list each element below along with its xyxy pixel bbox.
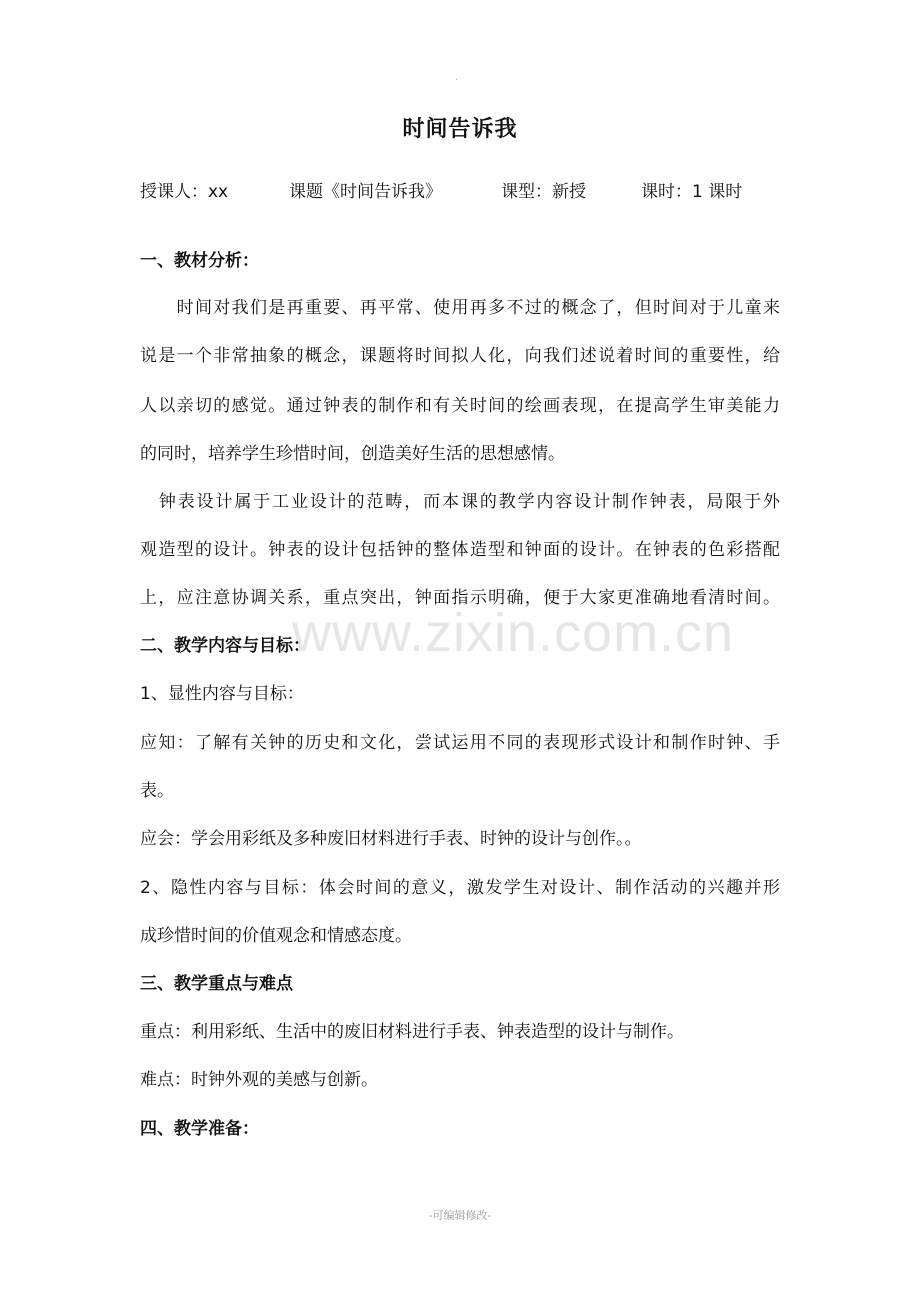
page-title: 时间告诉我: [402, 117, 518, 142]
paragraph-line: 说是一个非常抽象的概念，课题将时间拟人化，向我们述说着时间的重要性，给: [140, 346, 780, 366]
section-heading-content-goals: 二、教学内容与目标：: [140, 636, 310, 656]
section-heading-key-points: 三、教学重点与难点: [140, 974, 293, 994]
paragraph-line: 应会：学会用彩纸及多种废旧材料进行手表、时钟的设计与创作。。: [140, 829, 642, 849]
paragraph-line: 上，应注意协调关系，重点突出，钟面指示明确，便于大家更准确地看清时间。: [140, 588, 780, 608]
info-topic: 课题《时间告诉我》: [289, 182, 442, 202]
info-teacher: 授课人：xx: [140, 182, 229, 202]
paragraph-line: 人以亲切的感觉。通过钟表的制作和有关时间的绘画表现，在提高学生审美能力: [140, 396, 780, 416]
paragraph-line: 重点：利用彩纸、生活中的废旧材料进行手表、钟表造型的设计与制作。: [140, 1022, 684, 1042]
header-dot: .: [455, 72, 459, 83]
paragraph-line: 应知：了解有关钟的历史和文化，尝试运用不同的表现形式设计和制作时钟、手: [140, 733, 780, 753]
paragraph-line: 2、隐性内容与目标：体会时间的意义，激发学生对设计、制作活动的兴趣并形: [140, 878, 780, 898]
paragraph-line: 的同时，培养学生珍惜时间，创造美好生活的思想感情。: [140, 444, 565, 464]
info-hours: 课时：1 课时: [641, 182, 743, 202]
section-heading-analysis: 一、教材分析：: [140, 251, 259, 271]
paragraph-line: 成珍惜时间的价值观念和情感态度。: [140, 926, 412, 946]
section-heading-preparation: 四、教学准备：: [140, 1119, 259, 1139]
list-item: 1、显性内容与目标：: [140, 684, 304, 704]
paragraph-line: 钟表设计属于工业设计的范畴，而本课的教学内容设计制作钟表，局限于外: [140, 492, 780, 512]
paragraph-line: 表。: [140, 781, 174, 801]
paragraph-line: 难点：时钟外观的美感与创新。: [140, 1070, 378, 1090]
watermark: www.zixin.com.cn: [292, 603, 735, 663]
page-footer: -可编辑修改-: [428, 1209, 492, 1222]
info-type: 课型：新授: [501, 182, 586, 202]
paragraph-line: 时间对我们是再重要、再平常、使用再多不过的概念了，但时间对于儿童来: [140, 298, 780, 318]
paragraph-line: 观造型的设计。钟表的设计包括钟的整体造型和钟面的设计。在钟表的色彩搭配: [140, 540, 780, 560]
